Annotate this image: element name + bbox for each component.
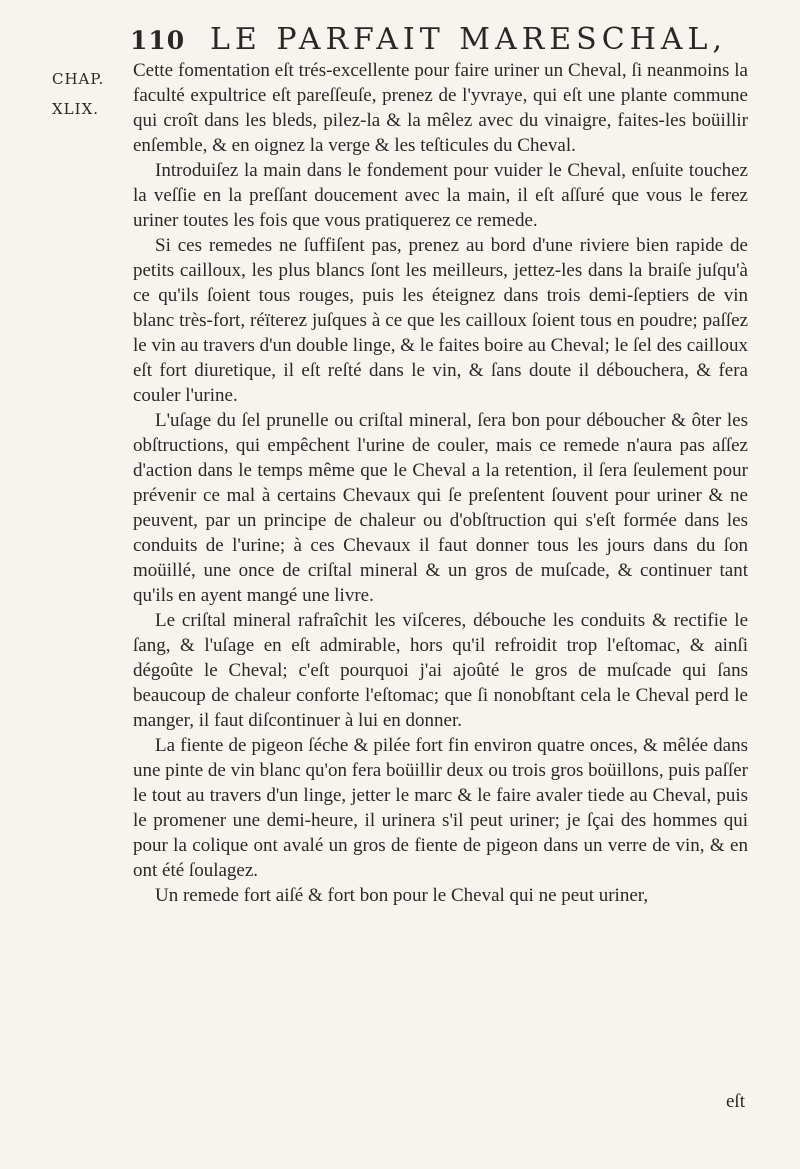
- margin-chap-label: CHAP.: [52, 70, 105, 88]
- paragraph: Le criſtal mineral rafraîchit les viſceres, débouche les conduits & rectifie le ſang, & l'uſage en eſt admirable, hors qu'il refroidit trop l'eſtomac, & ainſi dégoûte le Cheval; c'eſt pourquoi j'ai ajoûté le gros de muſcade qui ſans beaucoup de chaleur conforte l'eſtomac; que ſi nonobſtant cela le Cheval perd le manger, il faut diſcontinuer à lui en donner.: [133, 610, 748, 731]
- paragraph: Si ces remedes ne ſuffiſent pas, prenez au bord d'une riviere bien rapide de petits cailloux, les plus blancs ſont les meilleurs, jettez-les dans la braiſe juſqu'à ce qu'ils ſoient tous rouges, puis les éteignez dans trois demi-ſeptiers de vin blanc très-fort, réïterez juſques à ce que les cailloux ſoient tous en poudre; paſſez le vin au travers d'un double linge, & le faites boire au Cheval; le ſel des cailloux eſt fort diuretique, il eſt reſté dans le vin, & ſans doute il débouchera, & fera couler l'urine.: [133, 235, 748, 406]
- margin-chap-number: XLIX.: [52, 100, 100, 118]
- paragraph: L'uſage du ſel prunelle ou criſtal mineral, ſera bon pour déboucher & ôter les obſtructions, qui empêchent l'urine de couler, mais ce remede n'aura pas aſſez d'action dans le temps même que le Cheval a la retention, il ſera ſeulement pour prévenir ce mal à certains Chevaux qui ſe preſentent ſouvent pour uriner & ne peuvent, par un principe de chaleur ou d'obſtruction qui s'eſt formée dans les conduits de l'urine; à ces Chevaux il faut donner tous les jours dans du ſon moüillé, une once de criſtal mineral & un gros de muſcade, & continuer tant qu'ils en ayent mangé une livre.: [133, 410, 748, 606]
- page-number: 110: [130, 26, 186, 55]
- body-text: [133, 58, 748, 908]
- running-title: LE PARFAIT MARESCHAL,: [210, 22, 727, 57]
- paragraph: Introduiſez la main dans le fondement pour vuider le Cheval, enſuite touchez la veſſie en la preſſant doucement avec la main, il eſt aſſuré que vous le ferez uriner toutes les fois que vous pratiquerez ce remede.: [133, 160, 748, 231]
- catchword: eſt: [726, 1091, 745, 1112]
- paragraph: La fiente de pigeon ſéche & pilée fort fin environ quatre onces, & mêlée dans une pinte de vin blanc qu'on fera boüillir deux ou trois gros boüillons, puis paſſer le tout au travers d'un linge, jetter le marc & le faire avaler tiede au Cheval, puis le promener une demi-heure, il urinera s'il peut uriner; je ſçai des hommes qui pour la colique ont avalé un gros de fiente de pigeon dans un verre de vin, & en ont été ſoulagez.: [133, 735, 749, 881]
- paragraph: Cette fomentation eſt trés-excellente pour faire uriner un Cheval, ſi neanmoins la faculté expultrice eſt pareſſeuſe, prenez de l'yvraye, qui eſt une plante commune qui croît dans les bleds, pilez-la & la mêlez avec du vinaigre, faites-les boüillir enſemble, & en oignez la verge & les teſticules du Cheval.: [133, 60, 748, 156]
- page-header: [130, 20, 750, 60]
- margin-chapter-note: [52, 64, 104, 124]
- paragraph: Un remede fort aiſé & fort bon pour le Cheval qui ne peut uriner,: [155, 885, 649, 906]
